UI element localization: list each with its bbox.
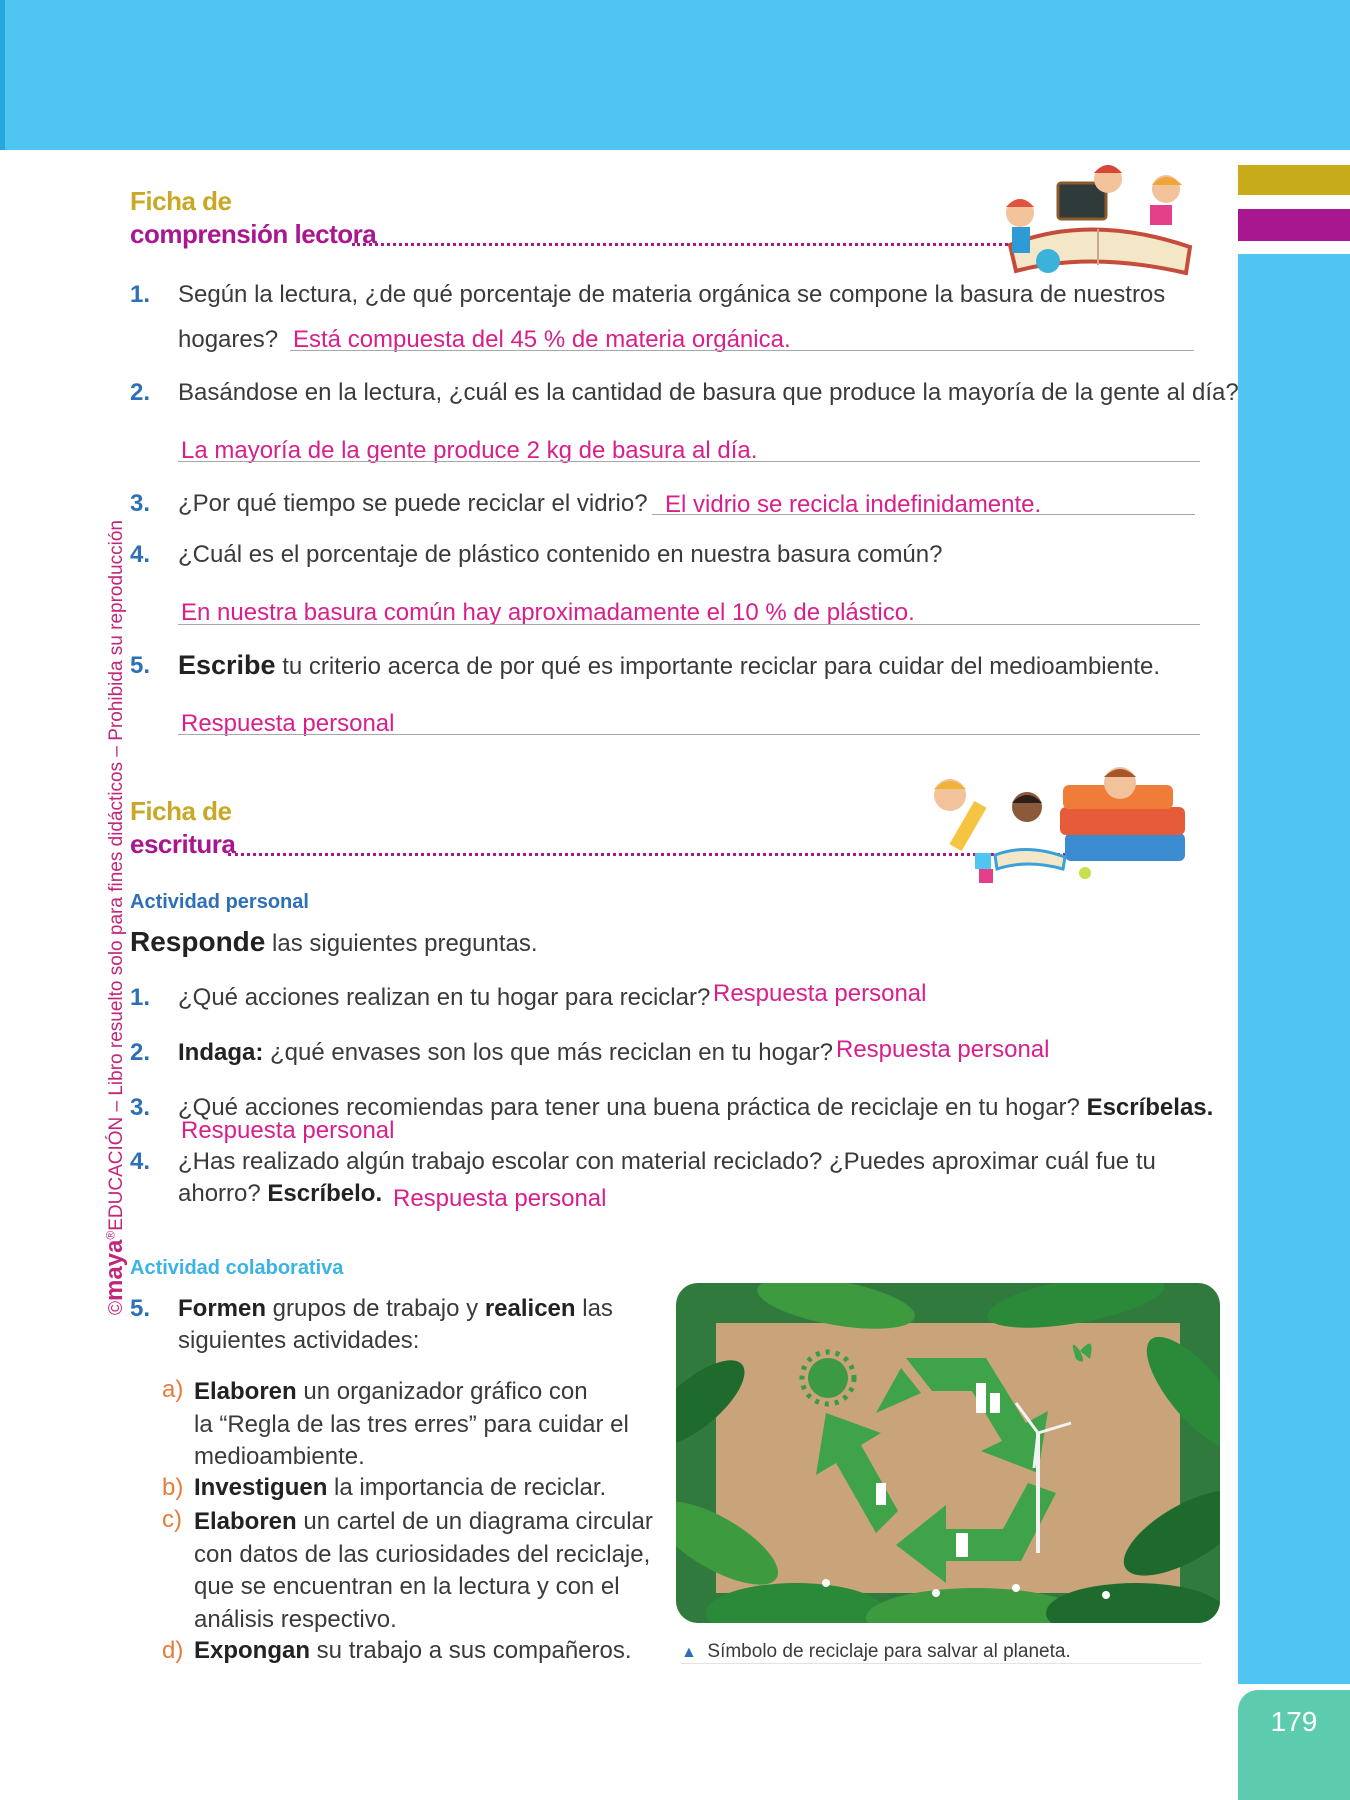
kids-books-illustration (915, 765, 1205, 885)
item-c-bold: Elaboren (194, 1508, 297, 1535)
comprension-q5-number: 5. (130, 652, 151, 679)
comprension-q1-answer[interactable]: Está compuesta del 45 % de materia orgánica. (293, 326, 791, 353)
triangle-bullet-icon: ▲ (681, 1644, 697, 1661)
escritura-q3-answer[interactable]: Respuesta personal (181, 1117, 395, 1144)
escritura-q3-number: 3. (130, 1094, 151, 1121)
escritura-q4-rest: ahorro? (178, 1180, 261, 1207)
comprension-q1-text-b: hogares? (178, 326, 279, 353)
escritura-q4-answer[interactable]: Respuesta personal (393, 1185, 607, 1212)
copyright-symbol: © (106, 1301, 127, 1315)
escritura-q2-answer[interactable]: Respuesta personal (836, 1036, 1050, 1063)
top-band-edge (0, 0, 5, 150)
top-color-band (0, 0, 1350, 150)
escritura-title-line2: escritura (130, 829, 236, 859)
kids-reading-illustration (990, 155, 1205, 280)
escritura-q2-number: 2. (130, 1039, 151, 1066)
comprension-q2-answer-line (178, 461, 1200, 462)
item-c-line1: un cartel de un diagrama circular (296, 1508, 653, 1535)
comprension-dotted-rule (352, 243, 1020, 246)
escritura-q4-text-a: ¿Has realizado algún trabajo escolar con material reciclado? ¿Puedes aproximar cuál fue tu (178, 1148, 1156, 1175)
comprension-q5-text (178, 650, 1160, 681)
item-d-text (194, 1637, 632, 1665)
item-c-text (194, 1506, 653, 1636)
item-a-letter: a) (162, 1376, 184, 1403)
comprension-q2-answer[interactable]: La mayoría de la gente produce 2 kg de basura al día. (181, 437, 758, 464)
escritura-q2-text (178, 1039, 833, 1067)
comprension-q4-text: ¿Cuál es el porcentaje de plástico contenido en nuestra basura común? (178, 541, 943, 568)
comprension-q4-number: 4. (130, 541, 151, 568)
item-d-line1: su trabajo a sus compañeros. (310, 1637, 632, 1664)
item-b-text (194, 1474, 606, 1502)
comprension-q1-number: 1. (130, 281, 151, 308)
escritura-q2-rest: ¿qué envases son los que más reciclan en tu hogar? (263, 1039, 834, 1066)
instruction-rest: las siguientes preguntas. (265, 930, 538, 957)
caption-rule (681, 1663, 1201, 1664)
escritura-instruction (130, 926, 538, 958)
comprension-title-line2: comprensión lectora (130, 219, 377, 249)
item-a-line1: un organizador gráfico con (296, 1378, 588, 1405)
item-b-line1: la importancia de reciclar. (327, 1474, 607, 1501)
registered-symbol: ® (103, 1230, 118, 1240)
item-a-text (194, 1376, 629, 1474)
item-c-line3: que se encuentran en la lectura y con el (194, 1573, 620, 1600)
escritura-q3-bold: Escríbelas. (1086, 1094, 1214, 1121)
item-d-letter: d) (162, 1637, 184, 1664)
q5-text1: grupos de trabajo y (266, 1295, 485, 1322)
comprension-q1-text-a: Según la lectura, ¿de qué porcentaje de materia orgánica se compone la basura de nuestros (178, 281, 1166, 308)
item-d-bold: Expongan (194, 1637, 311, 1664)
comprension-q5-rest: tu criterio acerca de por qué es importante reciclar para cuidar del medioambiente. (275, 653, 1161, 680)
comprension-q3-answer[interactable]: El vidrio se recicla indefinidamente. (665, 491, 1042, 518)
image-caption (681, 1641, 1071, 1663)
q5-text2: las (575, 1295, 613, 1322)
side-color-band (1238, 254, 1350, 1684)
comprension-q5-answer[interactable]: Respuesta personal (181, 710, 395, 737)
page-number: 179 (1270, 1706, 1318, 1737)
escritura-q1-answer[interactable]: Respuesta personal (713, 980, 927, 1007)
comprension-q4-answer[interactable]: En nuestra basura común hay aproximadamente el 10 % de plástico. (181, 599, 915, 626)
comprension-q3-text: ¿Por qué tiempo se puede reciclar el vidrio? (178, 490, 648, 517)
comprension-q3-answer-line (652, 514, 1195, 515)
item-c-letter: c) (162, 1506, 182, 1533)
item-b-letter: b) (162, 1474, 184, 1501)
credit-text: EDUCACIÓN – Libro resuelto solo para fines didácticos – Prohibida su reproducción (106, 520, 127, 1231)
comprension-q5-bold: Escribe (178, 650, 276, 680)
q5-bold-realicen: realicen (484, 1295, 576, 1322)
escritura-q3-rest: ¿Qué acciones recomiendas para tener una buena práctica de reciclaje en tu hogar? (178, 1094, 1080, 1121)
escritura-q1-text: ¿Qué acciones realizan en tu hogar para reciclar? (178, 984, 711, 1011)
instruction-bold: Responde (130, 926, 266, 957)
comprension-q2-text: Basándose en la lectura, ¿cuál es la cantidad de basura que produce la mayoría de la gente al día? (178, 379, 1239, 406)
item-c-line4: análisis respectivo. (194, 1605, 397, 1633)
comprension-q3-number: 3. (130, 490, 151, 517)
item-b-bold: Investiguen (194, 1474, 328, 1501)
escritura-q4-number: 4. (130, 1148, 151, 1175)
item-a-line2: la “Regla de las tres erres” para cuidar el (194, 1410, 629, 1438)
comprension-q1-answer-line (290, 350, 1194, 351)
item-c-line2: con datos de las curiosidades del reciclaje, (194, 1540, 651, 1568)
escritura-q4-bold: Escríbelo. (267, 1180, 383, 1207)
comprension-q2-number: 2. (130, 379, 151, 406)
escritura-q1-number: 1. (130, 984, 151, 1011)
comprension-q5-answer-line (178, 734, 1200, 735)
q5-bold-formen: Formen (178, 1295, 267, 1322)
comprension-title-line1: Ficha de (130, 186, 232, 216)
image-caption-text: Símbolo de reciclaje para salvar al planeta. (707, 1641, 1071, 1662)
side-credit (101, 520, 129, 1315)
item-a-line3: medioambiente. (194, 1443, 365, 1470)
escritura-q2-bold: Indaga: (178, 1039, 264, 1066)
collaborative-activity-label: Actividad colaborativa (130, 1257, 344, 1279)
comprension-q4-answer-line (178, 624, 1200, 625)
item-a-bold: Elaboren (194, 1378, 297, 1405)
magenta-stripe (1238, 209, 1350, 241)
escritura-title-line1: Ficha de (130, 796, 232, 826)
recycling-symbol-image (676, 1283, 1220, 1623)
escritura-q4-text-b (178, 1180, 382, 1208)
personal-activity-label: Actividad personal (130, 891, 309, 913)
gold-stripe (1238, 165, 1350, 195)
escritura-q5-line1 (178, 1295, 613, 1323)
escritura-q5-line2: siguientes actividades: (178, 1327, 420, 1354)
brand-logo-text: maya (101, 1239, 128, 1301)
escritura-q5-number: 5. (130, 1295, 151, 1322)
